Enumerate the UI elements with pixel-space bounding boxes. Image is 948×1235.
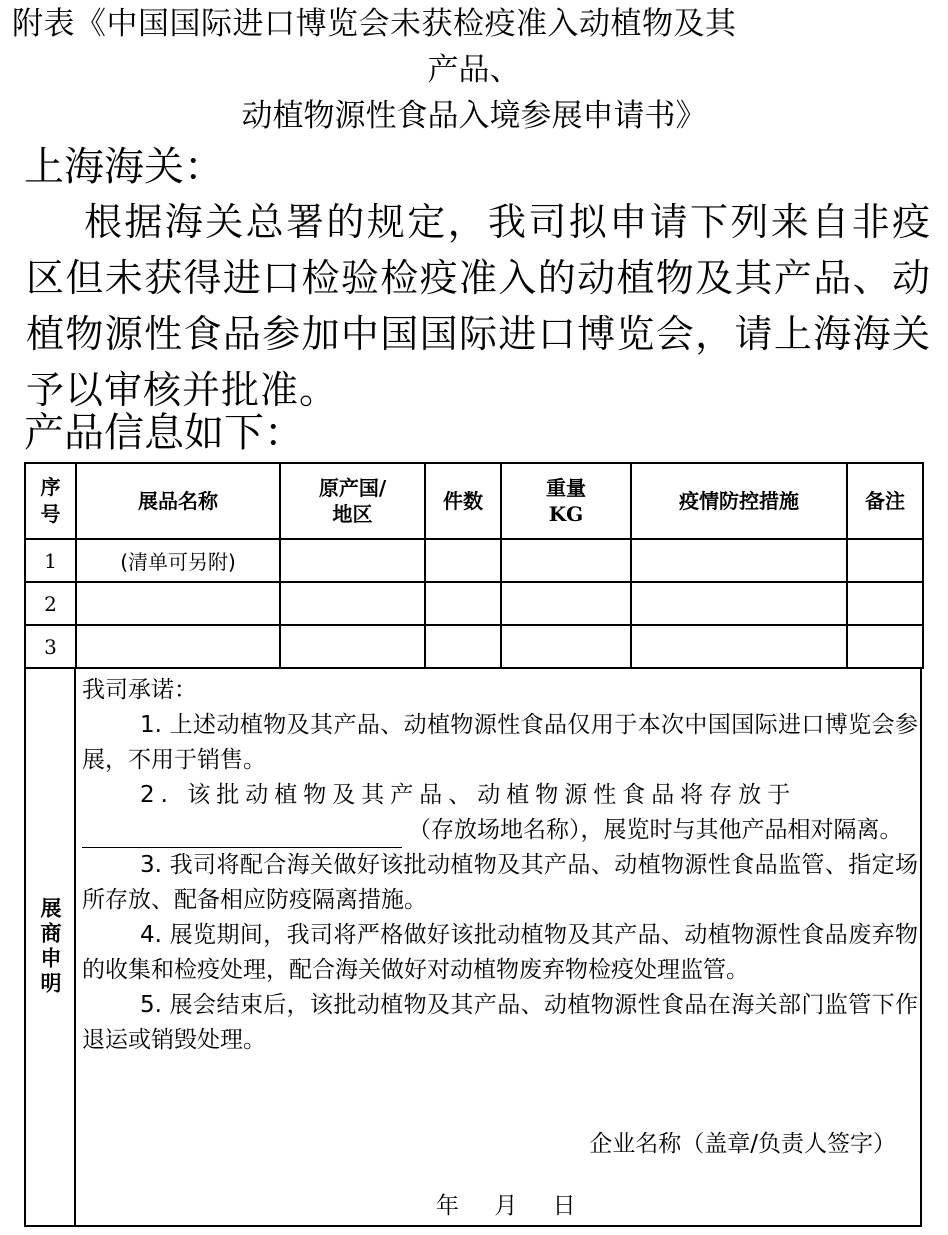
date-year: 年 bbox=[436, 1193, 459, 1219]
header-weight-line-1: 重量 bbox=[546, 476, 586, 500]
row-origin-input[interactable] bbox=[280, 625, 425, 668]
row-measures-input[interactable] bbox=[631, 625, 847, 668]
row-remarks-input[interactable] bbox=[847, 625, 923, 668]
document-title-line-3: 动植物源性食品入境参展申请书》 bbox=[241, 98, 707, 134]
row-product-name-input[interactable] bbox=[76, 625, 280, 668]
header-origin-line-1: 原产国/ bbox=[318, 476, 387, 500]
header-origin bbox=[280, 463, 425, 539]
declaration-item-4: 4. 展览期间，我司将严格做好该批动植物及其产品、动植物源性食品废弃物的收集和检疫处理，配合海关做好对动植物废弃物检疫处理监管。 bbox=[82, 922, 918, 983]
application-body-text: 根据海关总署的规定，我司拟申请下列来自非疫区但未获得进口检验检疫准入的动植物及其产品、动植物源性食品参加中国国际进口博览会，请上海海关予以审核并批准。 bbox=[26, 200, 931, 412]
date-month: 月 bbox=[494, 1193, 518, 1219]
document-title-line-1: 附表《中国国际进口博览会未获检疫准入动植物及其 bbox=[12, 6, 737, 42]
date-day: 日 bbox=[552, 1193, 576, 1219]
row-seq: 1 bbox=[25, 539, 76, 582]
row-measures-input[interactable] bbox=[631, 582, 847, 625]
document-title-line-2: 产品、 bbox=[427, 52, 521, 88]
row-weight-input[interactable] bbox=[501, 539, 631, 582]
header-measures: 疫情防控措施 bbox=[631, 463, 847, 539]
declaration-intro: 我司承诺： bbox=[82, 677, 197, 703]
product-info-intro: 产品信息如下： bbox=[24, 410, 304, 456]
row-weight-input[interactable] bbox=[501, 582, 631, 625]
declaration-body bbox=[82, 673, 918, 1058]
declaration-item-3: 3. 我司将配合海关做好该批动植物及其产品、动植物源性食品监管、指定场所存放、配备相应防疫隔离措施。 bbox=[82, 852, 918, 913]
table-header-row bbox=[25, 463, 923, 539]
row-weight-input[interactable] bbox=[501, 625, 631, 668]
signature-line: 企业名称（盖章/负责人签字） bbox=[589, 1131, 896, 1157]
declaration-item-2a: 2. 该批动植物及其产品、动植物源性食品将存放于 bbox=[140, 782, 797, 808]
row-count-input[interactable] bbox=[425, 582, 501, 625]
row-remarks-input[interactable] bbox=[847, 582, 923, 625]
row-seq: 2 bbox=[25, 582, 76, 625]
header-weight-line-2: KG bbox=[548, 502, 584, 526]
storage-site-blank[interactable] bbox=[82, 821, 402, 848]
table-row bbox=[25, 582, 923, 625]
row-measures-input[interactable] bbox=[631, 539, 847, 582]
table-row bbox=[25, 625, 923, 668]
declaration-item-5: 5. 展会结束后，该批动植物及其产品、动植物源性食品在海关部门监管下作退运或销毁处理。 bbox=[82, 992, 918, 1053]
header-count: 件数 bbox=[425, 463, 501, 539]
row-product-name-input[interactable]: (清单可另附) bbox=[76, 539, 280, 582]
addressee: 上海海关： bbox=[24, 144, 224, 190]
declaration-item-1: 1. 上述动植物及其产品、动植物源性食品仅用于本次中国国际进口博览会参展，不用于销售。 bbox=[82, 712, 918, 773]
header-weight bbox=[501, 463, 631, 539]
row-origin-input[interactable] bbox=[280, 582, 425, 625]
exhibitor-declaration-section bbox=[24, 669, 922, 1227]
row-seq: 3 bbox=[25, 625, 76, 668]
declaration-label-cell bbox=[26, 669, 76, 1225]
row-count-input[interactable] bbox=[425, 625, 501, 668]
header-product-name: 展品名称 bbox=[76, 463, 280, 539]
declaration-item-2b: （存放场地名称），展览时与其他产品相对隔离。 bbox=[408, 817, 903, 843]
row-product-name-input[interactable] bbox=[76, 582, 280, 625]
table-row bbox=[25, 539, 923, 582]
declaration-item-2b-line bbox=[82, 813, 918, 848]
product-table bbox=[24, 462, 924, 669]
row-origin-input[interactable] bbox=[280, 539, 425, 582]
declaration-label: 展商申明 bbox=[38, 897, 62, 997]
application-form-table bbox=[24, 462, 922, 1227]
row-count-input[interactable] bbox=[425, 539, 501, 582]
header-origin-line-2: 地区 bbox=[332, 502, 373, 526]
row-remarks-input[interactable] bbox=[847, 539, 923, 582]
header-seq: 序号 bbox=[25, 463, 76, 539]
header-remarks: 备注 bbox=[847, 463, 923, 539]
date-line bbox=[436, 1187, 604, 1220]
